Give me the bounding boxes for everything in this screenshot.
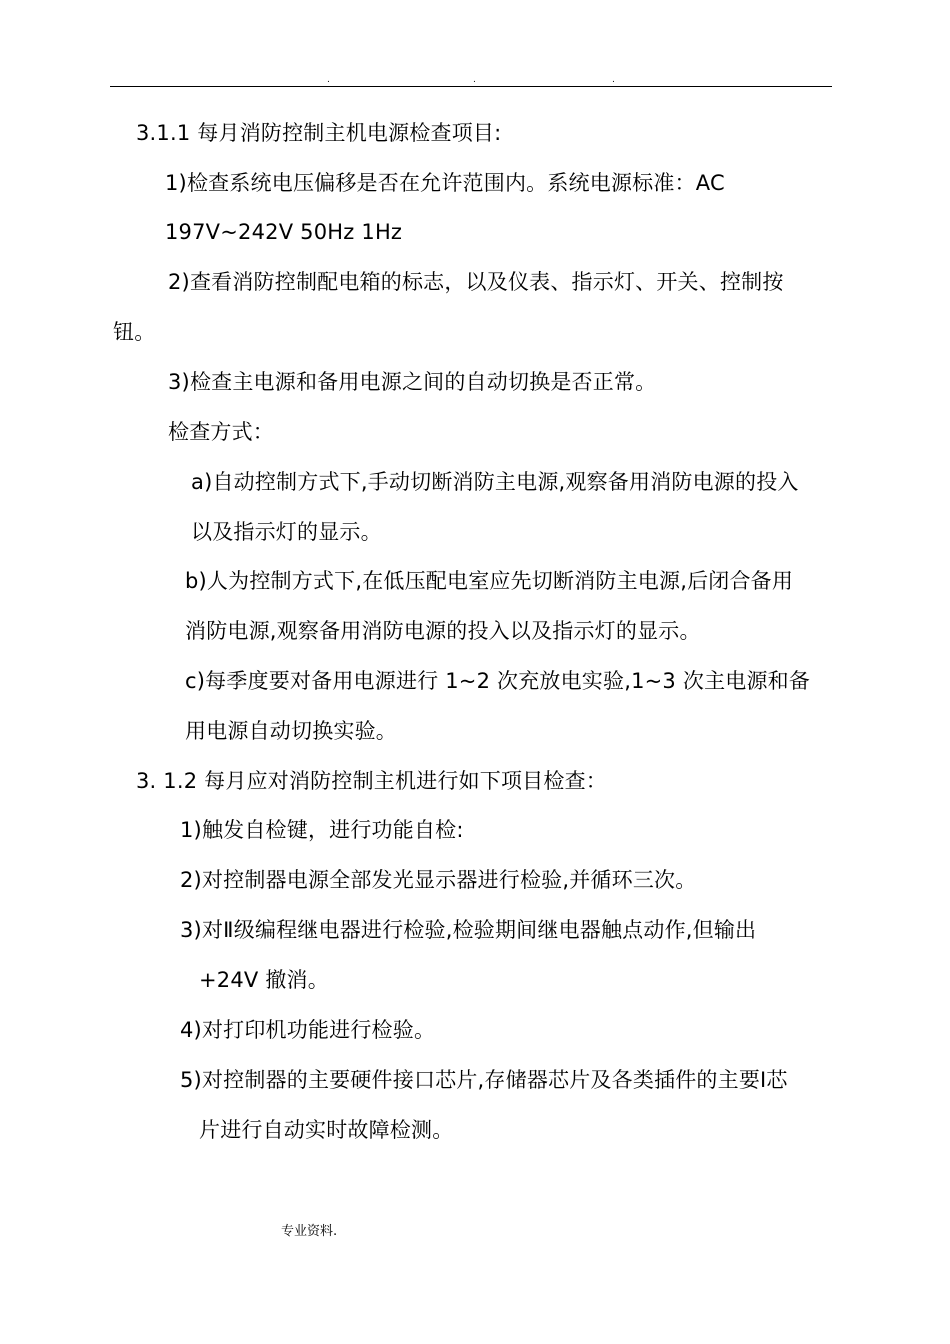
paragraph-line: c)每季度要对备用电源进行 1~2 次充放电实验,1~3 次主电源和备 — [185, 669, 811, 693]
paragraph-line: 用电源自动切换实验。 — [185, 719, 397, 743]
paragraph-line: a)自动控制方式下,手动切断消防主电源,观察备用消防电源的投入 — [191, 470, 799, 494]
paragraph-line: 2)对控制器电源全部发光显示器进行检验,并循环三次。 — [180, 868, 697, 892]
paragraph-line: 钮。 — [113, 320, 156, 344]
paragraph-line: 3)对Ⅱ级编程继电器进行检验,检验期间继电器触点动作,但输出 — [180, 918, 757, 942]
paragraph-line: 1)触发自检键，进行功能自检: — [180, 818, 464, 842]
header-rule — [110, 86, 832, 87]
paragraph-line: 片进行自动实时故障检测。 — [199, 1118, 454, 1142]
page-footer: 专业资料. — [281, 1224, 338, 1239]
section-heading: 3.1.1 每月消防控制主机电源检查项目: — [136, 121, 502, 145]
paragraph-line: 3)检查主电源和备用电源之间的自动切换是否正常。 — [168, 370, 657, 394]
paragraph-line: 5)对控制器的主要硬件接口芯片,存储器芯片及各类插件的主要Ⅰ芯 — [180, 1068, 788, 1092]
paragraph-line: 以及指示灯的显示。 — [191, 520, 382, 544]
paragraph-line: 1)检查系统电压偏移是否在允许范围内。系统电源标准：AC — [165, 171, 725, 195]
paragraph-line: 2)查看消防控制配电箱的标志，以及仪表、指示灯、开关、控制按 — [168, 270, 784, 294]
paragraph-line: 检查方式： — [168, 420, 274, 444]
paragraph-line: b)人为控制方式下,在低压配电室应先切断消防主电源,后闭合备用 — [185, 569, 794, 593]
section-heading: 3. 1.2 每月应对消防控制主机进行如下项目检查： — [136, 769, 607, 793]
paragraph-line: 4)对打印机功能进行检验。 — [180, 1018, 436, 1042]
paragraph-line: 197V~242V 50Hz 1Hz — [165, 220, 403, 244]
paragraph-line: +24V 撤消。 — [199, 968, 329, 992]
header-dot: . — [473, 75, 476, 85]
header-dot: . — [612, 75, 615, 85]
header-dot: . — [327, 75, 330, 85]
paragraph-line: 消防电源,观察备用消防电源的投入以及指示灯的显示。 — [185, 619, 701, 643]
